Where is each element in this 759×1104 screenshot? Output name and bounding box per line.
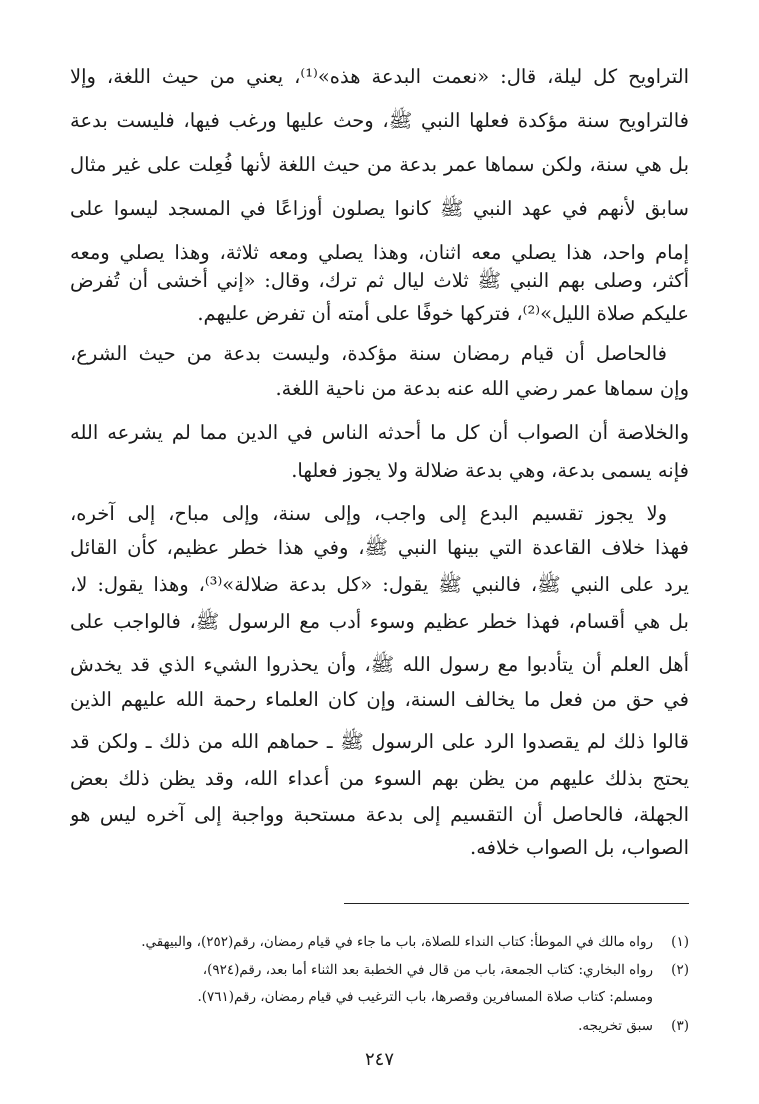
body-line-3: بل هي سنة، ولكن سماها عمر بدعة من حيث اللغة لأنها فُعِلت على غير مثال <box>70 153 689 176</box>
body-line-9: وإن سماها عمر رضي الله عنه بدعة من ناحية اللغة. <box>275 377 689 400</box>
body-line-8: فالحاصل أن قيام رمضان سنة مؤكدة، وليست بدعة من حيث الشرع، <box>70 342 667 365</box>
body-line-6: أكثر، وصلى بهم النبي ﷺ ثلاث ليال ثم ترك، وقال: «إني أخشى أن تُفرض <box>70 269 689 292</box>
body-line-20: الجهلة، فالحاصل أن التقسيم إلى بدعة مستحبة وواجبة إلى آخره ليس هو <box>70 803 689 826</box>
body-line-4: سابق لأنهم في عهد النبي ﷺ كانوا يصلون أوزاعًا في المسجد ليسوا على <box>70 197 689 220</box>
footnote-3-text: سبق تخريجه. <box>578 1018 653 1034</box>
body-line-17: في حق من فعل ما يخالف السنة، وإن كان العلماء رحمة الله عليهم الذين <box>70 688 689 711</box>
footnote-1-number: (١) <box>671 934 689 950</box>
body-line-12: ولا يجوز تقسيم البدع إلى واجب، وإلى سنة، وإلى مباح، إلى آخره، <box>70 502 667 525</box>
body-line-18: قالوا ذلك لم يقصدوا الرد على الرسول ﷺ ـ حماهم الله من ذلك ـ ولكن قد <box>70 730 689 753</box>
footnote-2 <box>70 958 689 982</box>
body-line-13: فهذا خلاف القاعدة التي بينها النبي ﷺ، وفي هذا خطر عظيم، كأن القائل <box>70 536 689 559</box>
body-line-5: إمام واحد، هذا يصلي معه اثنان، وهذا يصلي ومعه ثلاثة، وهذا يصلي ومعه <box>70 241 689 264</box>
body-line-11: فإنه يسمى بدعة، وهي بدعة ضلالة ولا يجوز فعلها. <box>291 459 689 482</box>
footnote-separator <box>344 903 689 904</box>
body-line-10: والخلاصة أن الصواب أن كل ما أحدثه الناس في الدين مما لم يشرعه الله <box>70 421 689 444</box>
footnote-3 <box>70 1014 689 1038</box>
footnote-3-number: (٣) <box>671 1018 689 1034</box>
body-line-21: الصواب، بل الصواب خلافه. <box>470 836 689 859</box>
body-line-2: فالتراويح سنة مؤكدة فعلها النبي ﷺ، وحث عليها ورغب فيها، فليست بدعة <box>70 109 689 132</box>
page-number: ٢٤٧ <box>364 1049 394 1070</box>
body-line-19: يحتج بذلك عليهم من يظن بهم السوء من أعداء الله، وقد يظن ذلك بعض <box>70 767 689 790</box>
footnote-2-number: (٢) <box>671 962 689 978</box>
footnote-2-continuation: ومسلم: كتاب صلاة المسافرين وقصرها، باب الترغيب في قيام رمضان، رقم(٧٦١). <box>197 989 653 1005</box>
footnote-1-text: رواه مالك في الموطأ: كتاب النداء للصلاة، باب ما جاء في قيام رمضان، رقم(٢٥٢)، والبيهقي. <box>141 934 653 950</box>
footnote-1 <box>70 930 689 954</box>
body-line-7: عليكم صلاة الليل»⁽²⁾، فتركها خوفًا على أمته أن تفرض عليهم. <box>197 302 689 325</box>
footnote-2-text: رواه البخاري: كتاب الجمعة، باب من قال في الخطبة بعد الثناء أما بعد، رقم(٩٢٤)، <box>202 962 653 978</box>
body-line-15: بل هي أقسام، فهذا خطر عظيم وسوء أدب مع الرسول ﷺ، فالواجب على <box>70 610 689 633</box>
body-line-16: أهل العلم أن يتأدبوا مع رسول الله ﷺ، وأن يحذروا الشيء الذي قد يخدش <box>70 653 689 676</box>
body-line-14: يرد على النبي ﷺ، فالنبي ﷺ يقول: «كل بدعة ضلالة»⁽³⁾، وهذا يقول: لا، <box>70 573 689 596</box>
body-line-1: التراويح كل ليلة، قال: «نعمت البدعة هذه»⁽¹⁾، يعني من حيث اللغة، وإلا <box>70 65 689 88</box>
